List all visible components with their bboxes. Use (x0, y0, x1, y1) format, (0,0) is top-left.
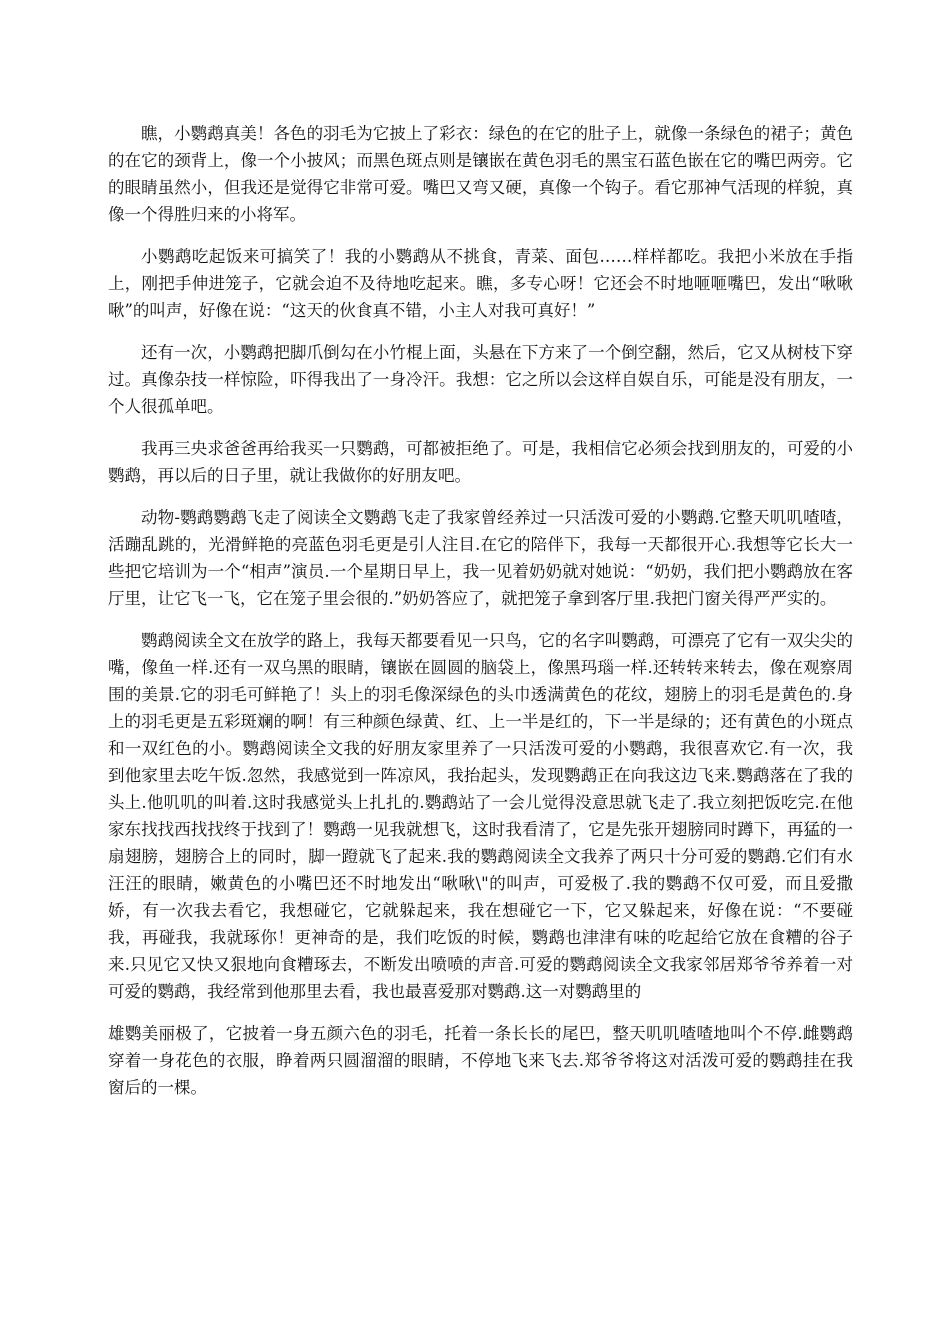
document-page (108, 120, 853, 1116)
paragraph-parrot-eating: 小鹦鹉吃起饭来可搞笑了！我的小鹦鹉从不挑食，青菜、面包……样样都吃。我把小米放在手指上，刚把手伸进笼子，它就会迫不及待地吃起来。瞧，多专心呀！它还会不时地咂咂嘴巴，发出“啾啾啾”的叫声，好像在说：“这天的伙食真不错，小主人对我可真好！” (108, 247, 853, 320)
paragraph-parrot-appearance: 瞧，小鹦鹉真美！各色的羽毛为它披上了彩衣：绿色的在它的肚子上，就像一条绿色的裙子；黄色的在它的颈背上，像一个小披风；而黑色斑点则是镶嵌在黄色羽毛的黑宝石蓝色嵌在它的嘴巴两旁。它的眼睛虽然小，但我还是觉得它非常可爱。嘴巴又弯又硬，真像一个钩子。看它那神气活现的样貌，真像一个得胜归来的小将军。 (108, 124, 853, 224)
paragraph-parrot-flip: 还有一次，小鹦鹉把脚爪倒勾在小竹棍上面，头悬在下方来了一个倒空翻，然后，它又从树枝下穿过。真像杂技一样惊险，吓得我出了一身冷汗。我想：它之所以会这样自娱自乐，可能是没有朋友，一个人很孤单吧。 (108, 343, 853, 416)
paragraph-asking-dad: 我再三央求爸爸再给我买一只鹦鹉，可都被拒绝了。可是，我相信它必须会找到朋友的，可爱的小鹦鹉，再以后的日子里，就让我做你的好朋友吧。 (108, 439, 853, 485)
paragraph-neighbor-parrots: 雄鹦美丽极了，它披着一身五颜六色的羽毛，托着一条长长的尾巴，整天叽叽喳喳地叫个不停.雌鹦鹉穿着一身花色的衣服，睁着两只圆溜溜的眼睛，不停地飞来飞去.郑爷爷将这对活泼可爱的鹦鹉挂在我窗后的一棵。 (108, 1024, 853, 1097)
paragraph-parrot-essays: 鹦鹉阅读全文在放学的路上，我每天都要看见一只鸟，它的名字叫鹦鹉，可漂亮了它有一双尖尖的嘴，像鱼一样.还有一双乌黑的眼睛，镶嵌在圆圆的脑袋上，像黑玛瑙一样.还转转来转去，像在观察周围的美景.它的羽毛可鲜艳了！头上的羽毛像深绿色的头巾透满黄色的花纹，翅膀上的羽毛是黄色的.身上的羽毛更是五彩斑斓的啊！有三种颜色绿黄、红、上一半是红的，下一半是绿的；还有黄色的小斑点和一双红色的小。鹦鹉阅读全文我的好朋友家里养了一只活泼可爱的小鹦鹉，我很喜欢它.有一次，我到他家里去吃午饭.忽然，我感觉到一阵凉风，我抬起头，发现鹦鹉正在向我这边飞来.鹦鹉落在了我的头上.他叽叽的叫着.这时我感觉头上扎扎的.鹦鹉站了一会儿觉得没意思就飞走了.我立刻把饭吃完.在他家东找找西找找终于找到了！鹦鹉一见我就想飞，这时我看清了，它是先张开翅膀同时蹲下，再猛的一扇翅膀，翅膀合上的同时，脚一蹬就飞了起来.我的鹦鹉阅读全文我养了两只十分可爱的鹦鹉.它们有水汪汪的眼睛，嫩黄色的小嘴巴还不时地发出“啾啾\"的叫声，可爱极了.我的鹦鹉不仅可爱，而且爱撒娇，有一次我去看它，我想碰它，它就躲起来，我在想碰它一下，它又躲起来，好像在说：“不要碰我，再碰我，我就琢你！更神奇的是，我们吃饭的时候，鹦鹉也津津有味的吃起给它放在食糟的谷子来.只见它又快又狠地向食糟琢去，不断发出喷喷的声音.可爱的鹦鹉阅读全文我家邻居郑爷爷养着一对可爱的鹦鹉，我经常到他那里去看，我也最喜爱那对鹦鹉.这一对鹦鹉里的 (108, 631, 853, 1001)
paragraph-parrot-flew-away: 动物-鹦鹉鹦鹉飞走了阅读全文鹦鹉飞走了我家曾经养过一只活泼可爱的小鹦鹉.它整天叽叽喳喳，活蹦乱跳的，光滑鲜艳的亮蓝色羽毛更是引人注目.在它的陪伴下，我每一天都很开心.我想等它长大一些把它培训为一个“相声”演员.一个星期日早上，我一见着奶奶就对她说：“奶奶，我们把小鹦鹉放在客厅里，让它飞一飞，它在笼子里会很的.”奶奶答应了，就把笼子拿到客厅里.我把门窗关得严严实的。 (108, 508, 853, 608)
